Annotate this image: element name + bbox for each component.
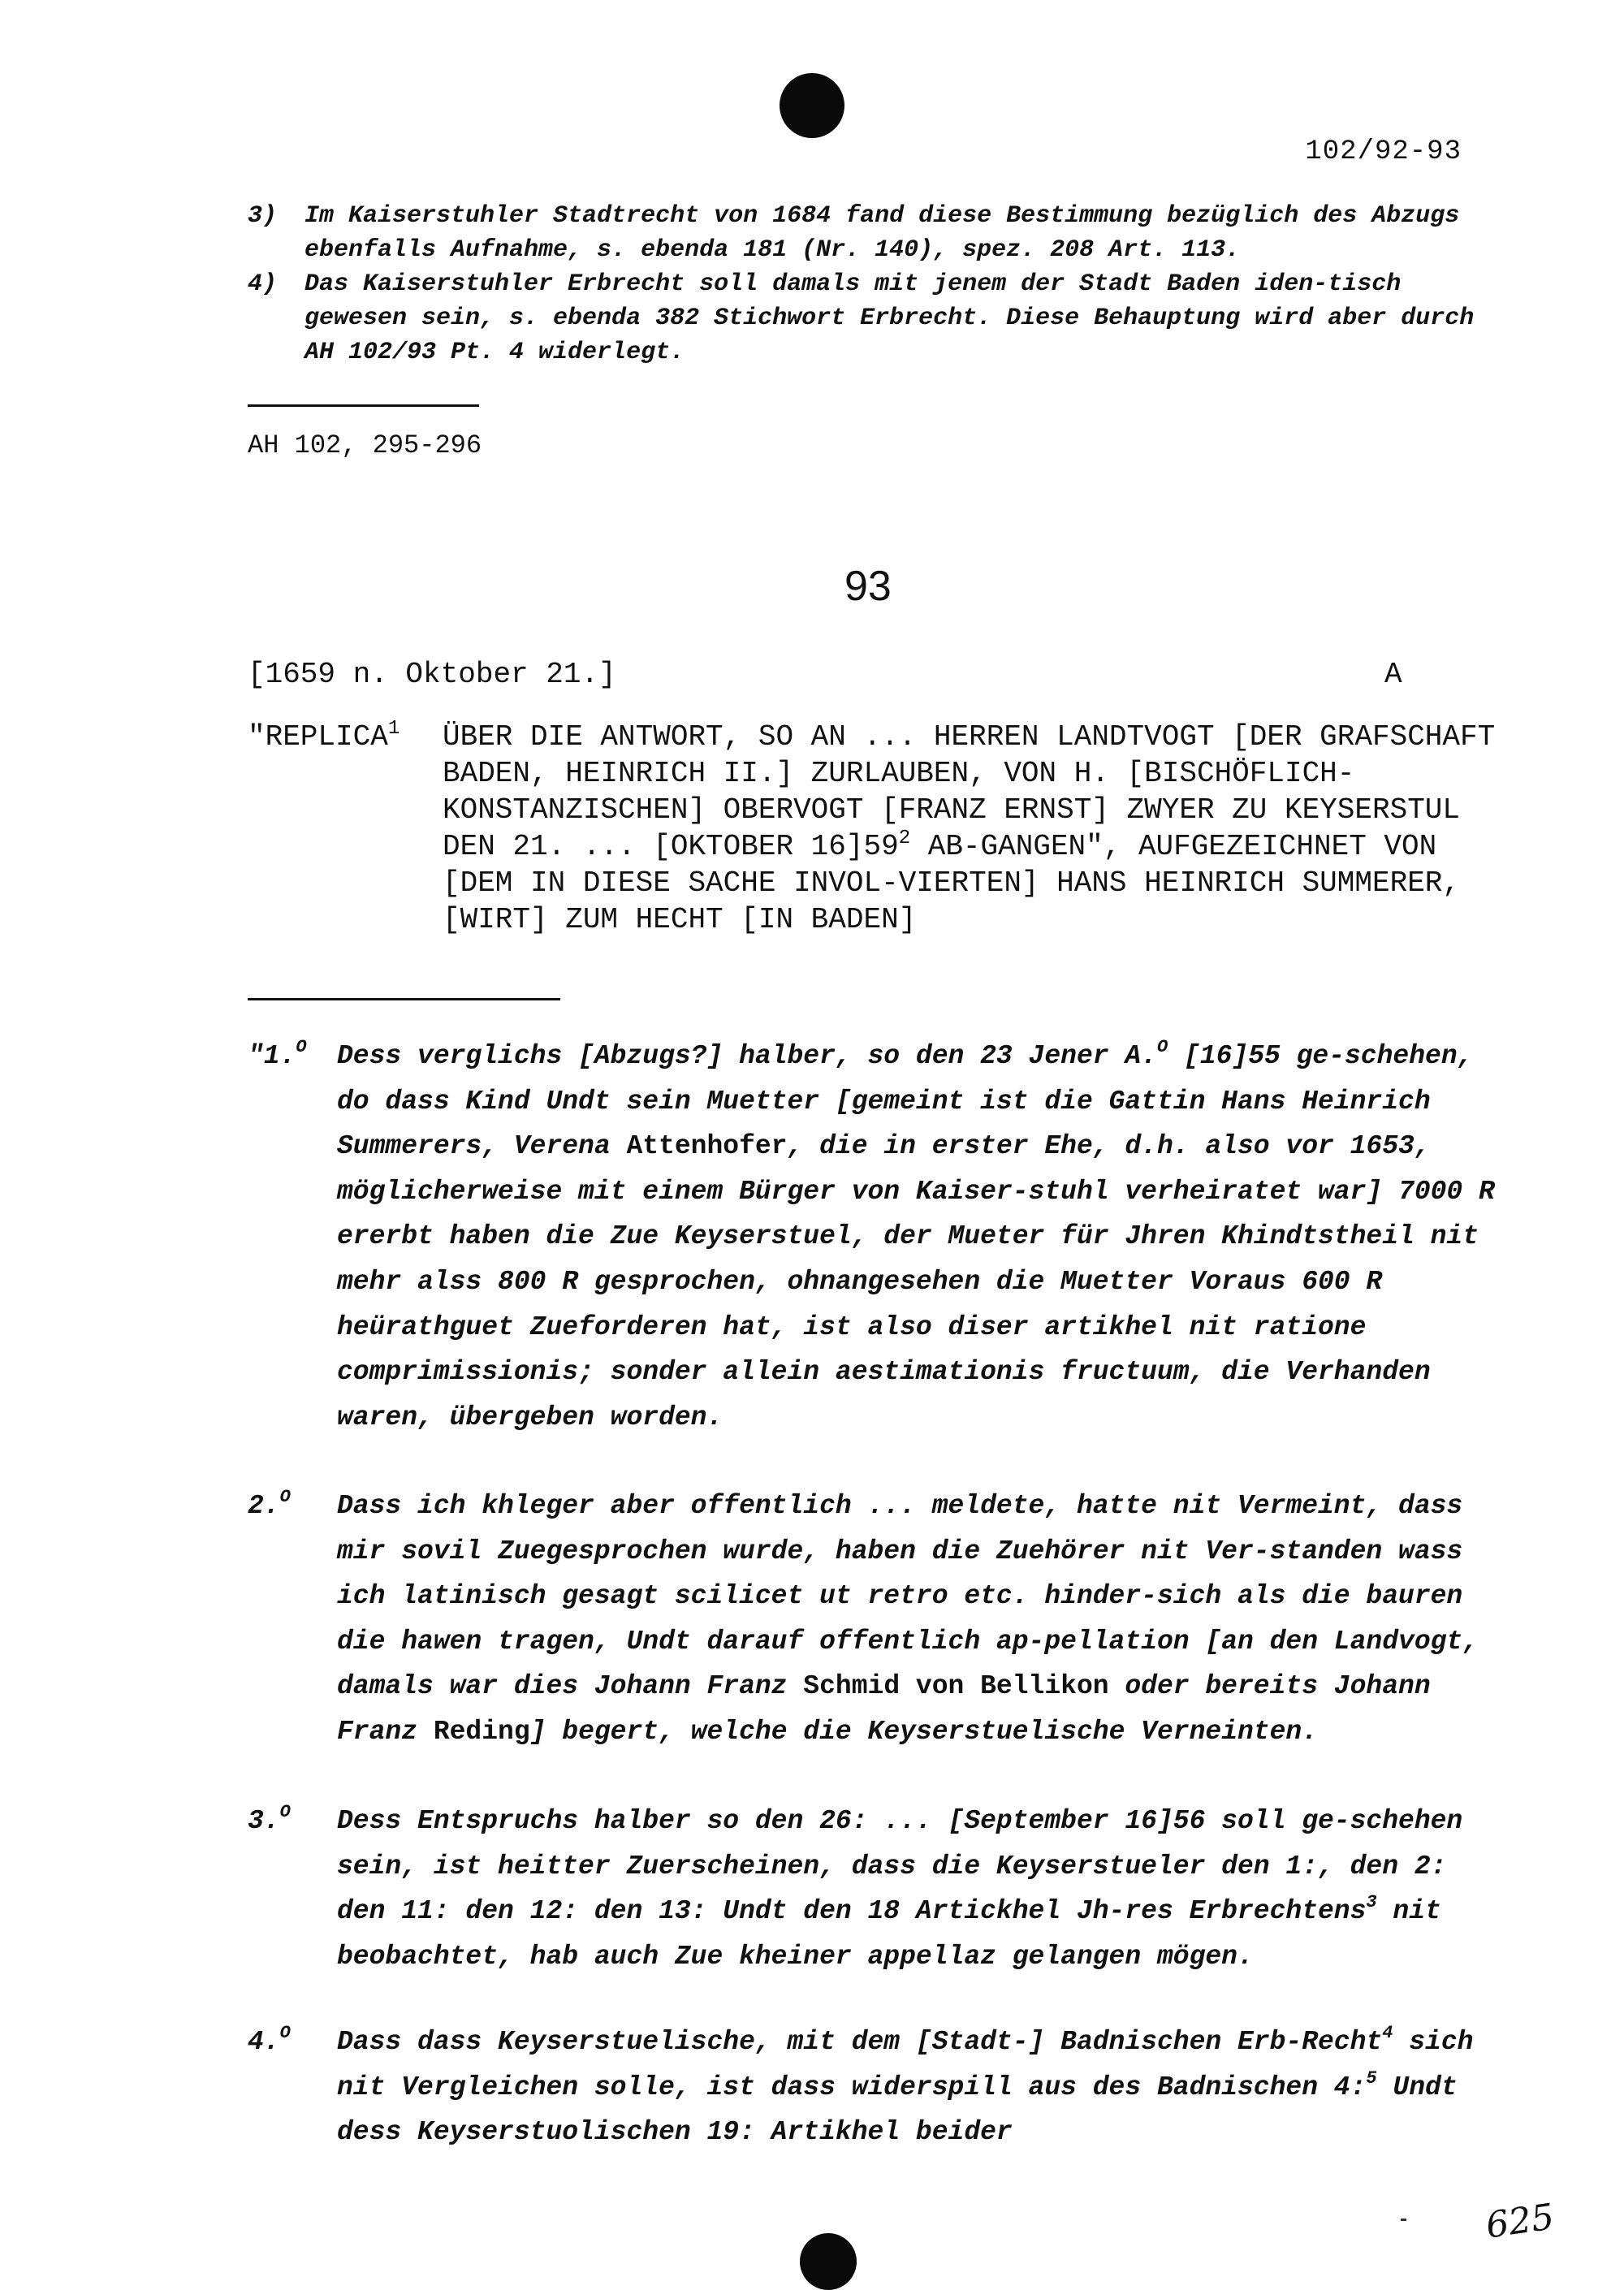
ink-dot — [1401, 2219, 1406, 2221]
degree-marker: O — [279, 1487, 291, 1507]
entry-1 — [248, 1034, 1498, 1440]
degree-marker: O — [296, 1037, 307, 1057]
entry-number-text: 2. — [248, 1491, 280, 1521]
entry-text — [337, 1484, 1498, 1755]
footnote-divider — [248, 404, 479, 407]
entry-4 — [248, 2020, 1498, 2155]
entry-number-text: "1. — [248, 1041, 296, 1071]
entry-number-text: 3. — [248, 1806, 280, 1836]
entry-text-c: , die in erster Ehe, d.h. also vor 1653, möglicherweise mit einem Bürger von Kaiser-stuhl verheiratet war] 7000 R ererbt haben die Zue Keyserstuel, der Mueter für Jhren Khindtstheil nit mehr alss 800 R gesprochen, ohnangesehen die Muetter Voraus 600 R heürathguet Zueforderen hat, ist also diser artikhel nit ratione comprimissionis; sonder allein aestimationis fructuum, die Verhanden waren, übergeben worden. — [337, 1131, 1495, 1432]
person-name: Schmid von Bellikon — [803, 1671, 1109, 1702]
footnote-text: Im Kaiserstuhler Stadtrecht von 1684 fand diese Bestimmung bezüglich des Abzugs ebenfalls Aufnahme, s. ebenda 181 (Nr. 140), spez. 208 Art. 113. — [304, 202, 1460, 264]
entry-text-b: nit beobachtet, hab auch Zue kheiner appellaz gelangen mögen. — [337, 1896, 1441, 1972]
entry-number — [248, 1484, 291, 1529]
footnote-3 — [248, 199, 1498, 267]
entry-text-a: Dess verglichs [Abzugs?] halber, so den 23 Jener A. — [337, 1041, 1157, 1071]
entry-2 — [248, 1484, 1498, 1755]
title-text-1: ÜBER DIE ANTWORT, SO AN ... HERREN LANDTVOGT [DER GRAFSCHAFT BADEN, HEINRICH II.] ZURLAUBEN, VON H. [BISCHÖFLICH-KONSTANZISCHEN] OBERVOGT [FRANZ ERNST] ZWYER ZU KEYSERSTUL DEN 21. ... [OKTOBER 16]59 — [443, 720, 1496, 863]
footnote-number: 4) — [248, 270, 278, 298]
person-name: Attenhofer — [626, 1131, 788, 1162]
title-body — [443, 719, 1498, 938]
document-number: 102/92-93 — [1305, 136, 1462, 167]
entry-number — [248, 1799, 291, 1844]
title-lead — [248, 719, 400, 755]
entry-3 — [248, 1799, 1498, 1979]
entry-text-b: [16]55 ge-schehen, do dass Kind Undt sein Muetter [gemeint ist die Gattin Hans Heinrich Summerers, Verena — [337, 1041, 1474, 1162]
entry-number — [248, 2020, 291, 2065]
entry-number-text: 4. — [248, 2027, 280, 2057]
document-entry-number: 93 — [844, 563, 892, 610]
entry-text — [337, 2020, 1498, 2155]
degree-marker: O — [1156, 1037, 1168, 1057]
footnote-number: 3) — [248, 202, 278, 230]
source-reference: AH 102, 295-296 — [248, 430, 482, 460]
punch-hole-bottom — [800, 2233, 857, 2290]
degree-marker: O — [279, 1802, 291, 1822]
footnote-marker: 3 — [1366, 1892, 1377, 1913]
date-line: [1659 n. Oktober 21.] — [248, 658, 616, 691]
footnote-marker: 2 — [898, 827, 911, 849]
entry-text-a: Dass ich khleger aber offentlich ... meldete, hatte nit Vermeint, dass mir sovil Zuegesprochen wurde, haben die Zuehörer nit Ver-standen wass ich latinisch gesagt scilicet ut retro etc. hinder-sich als die bauren die hawen tragen, Undt darauf offentlich ap-pellation [an den Landvogt, damals war dies Johann Franz — [337, 1491, 1479, 1702]
entry-text — [337, 1034, 1498, 1440]
title-lead-text: "REPLICA — [248, 720, 388, 754]
punch-hole-top — [780, 73, 844, 138]
entry-text-b: sich nit Vergleichen solle, ist dass widerspill aus des Badnischen 4: — [337, 2027, 1474, 2102]
footnote-marker: 4 — [1382, 2023, 1393, 2043]
document-letter: A — [1384, 658, 1402, 691]
entry-text-c: ] begert, welche die Keyserstuelische Verneinten. — [529, 1716, 1319, 1747]
title-text-2: AB-GANGEN", AUFGEZEICHNET VON [DEM IN DIESE SACHE INVOL-VIERTEN] HANS HEINRICH SUMMERER, [WIRT] ZUM HECHT [IN BADEN] — [443, 830, 1461, 936]
entry-text-a: Dass dass Keyserstuelische, mit dem [Stadt-] Badnischen Erb-Recht — [337, 2027, 1383, 2057]
footnote-marker: 1 — [387, 718, 400, 740]
degree-marker: O — [279, 2023, 291, 2043]
entry-text-b: oder bereits Johann Franz — [337, 1671, 1431, 1747]
document-title — [248, 719, 1498, 938]
handwritten-page-number: 625 — [1483, 2196, 1557, 2247]
person-name: Reding — [433, 1716, 530, 1747]
footnote-4 — [248, 267, 1498, 369]
title-divider — [248, 998, 560, 1000]
footnote-marker: 5 — [1366, 2067, 1377, 2089]
footnote-text: Das Kaiserstuhler Erbrecht soll damals mit jenem der Stadt Baden iden-tisch gewesen sein, s. ebenda 382 Stichwort Erbrecht. Diese Behauptung wird aber durch AH 102/93 Pt. 4 widerlegt. — [304, 270, 1475, 366]
entry-number — [248, 1034, 307, 1079]
entry-text-a: Dess Entspruchs halber so den 26: ... [September 16]56 soll ge-schehen sein, ist heitter Zuerscheinen, dass die Keyserstueler den 1:, den 2: den 11: den 12: den 13: Undt den 18 Artickhel Jh-res Erbrechtens — [337, 1806, 1463, 1927]
entry-text — [337, 1799, 1498, 1979]
entry-text-c: Undt dess Keyserstuolischen 19: Artikhel beider — [337, 2072, 1458, 2148]
